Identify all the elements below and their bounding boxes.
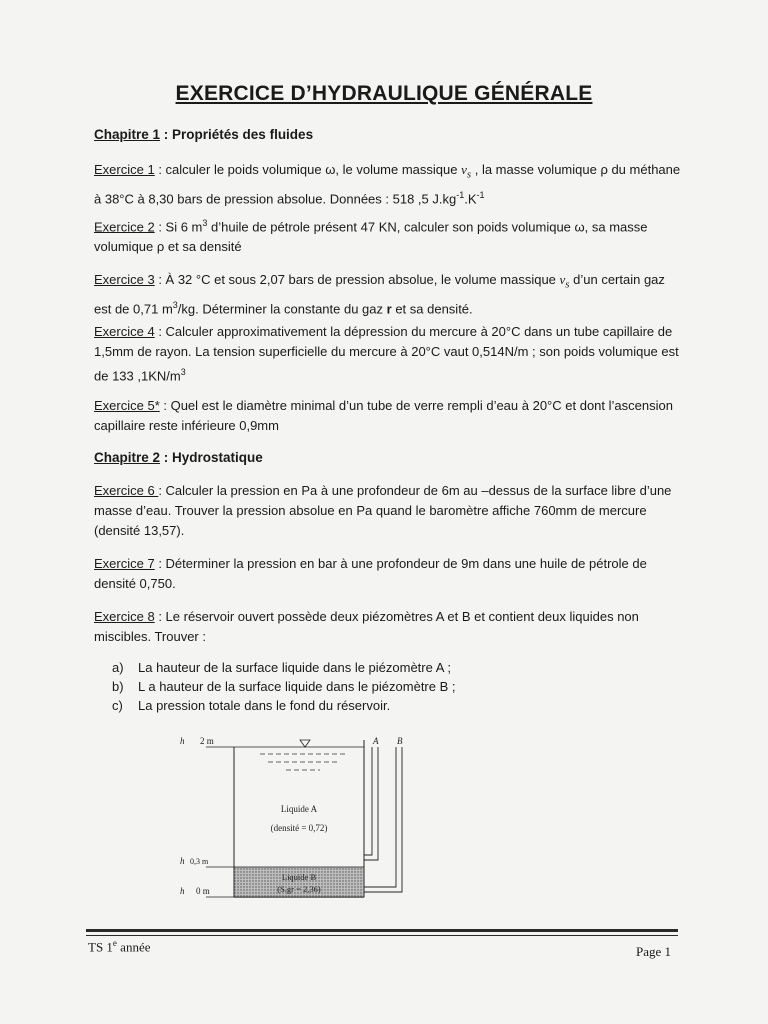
list-item-text: La pression totale dans le fond du réservoir.	[138, 698, 391, 713]
list-marker: b)	[112, 679, 124, 694]
exercise-5-text: : Quel est le diamètre minimal d’un tube de verre rempli d’eau à 20°C et dont l’ascension capillaire reste inférieure 0,9mm	[94, 398, 673, 433]
exercise-4-label: Exercice 4	[94, 324, 155, 339]
list-marker: c)	[112, 698, 123, 713]
exercise-2-label: Exercice 2	[94, 219, 155, 235]
h-label-top: h	[180, 736, 185, 746]
piezometer-b	[364, 747, 402, 892]
exercise-3-text: : À 32 °C et sous 2,07 bars de pression absolue, le volume massique	[154, 272, 560, 287]
exercise-3-text-4: et sa densité.	[391, 300, 473, 316]
chapter-1-label: Chapitre 1	[94, 127, 161, 142]
liquid-b-name: Liquide B	[281, 872, 317, 882]
exercise-1-label: Exercice 1	[94, 162, 155, 177]
exercise-4	[94, 322, 684, 386]
chapter-2-label: Chapitre 2	[94, 450, 161, 465]
exercise-5	[94, 396, 684, 436]
list-item	[112, 696, 456, 715]
page-number: Page 1	[636, 944, 672, 959]
exercise-6	[94, 481, 684, 541]
h-label-bot: h	[180, 886, 185, 896]
footer-class-sup: e	[112, 938, 117, 948]
exercise-6-text: : Calculer la pression en Pa à une profondeur de 6m au –dessus de la surface libre d’une masse d’eau. Trouver la pression absolue en Pa quand le baromètre affiche 760mm de mercure (densité 13,57).	[94, 483, 672, 538]
h-label-mid: h	[180, 856, 185, 866]
exercise-3	[94, 270, 684, 319]
chapter-2-text: : Hydrostatique	[160, 450, 263, 465]
exponent: 3	[180, 367, 186, 377]
question-list	[112, 658, 456, 715]
exercise-3-text-2: d’un certain gaz est de 0,71 m	[94, 272, 665, 316]
exercise-1-text-3: .K	[464, 190, 477, 206]
exercise-5-label: Exercice 5*	[94, 398, 160, 413]
footer-class	[88, 938, 150, 955]
exponent: 3	[172, 299, 178, 310]
exercise-7	[94, 554, 684, 594]
list-marker: a)	[112, 660, 124, 675]
list-item	[112, 677, 456, 696]
exercise-7-label: Exercice 7	[94, 556, 155, 571]
level-label-top: 2 m	[200, 736, 214, 746]
exercise-7-text: : Déterminer la pression en bar à une profondeur de 9m dans une huile de pétrole de densité 0,750.	[94, 556, 647, 591]
piezometer-a	[364, 747, 378, 860]
footer-rule	[86, 929, 678, 932]
list-item	[112, 658, 456, 677]
surface-triangle-icon	[300, 740, 310, 747]
chapter-1-heading	[94, 127, 313, 142]
exponent: -1	[476, 189, 485, 200]
liquid-a-name: Liquide A	[280, 804, 318, 814]
exercise-8-label: Exercice 8	[94, 609, 155, 624]
water-dashes	[260, 754, 348, 770]
exercise-6-label: Exercice 6	[94, 483, 159, 498]
chapter-1-text: : Propriétés des fluides	[160, 127, 314, 142]
symbol-v: v	[559, 272, 566, 287]
list-item-text: La hauteur de la surface liquide dans le piézomètre A ;	[138, 660, 451, 675]
footer-class-rest: année	[116, 939, 151, 955]
symbol-v: v	[461, 162, 467, 177]
exercise-8-text: : Le réservoir ouvert possède deux piézomètres A et B et contient deux liquides non miscibles. Trouver :	[94, 609, 639, 644]
exercise-1-text-2: , la masse volumique ρ du méthane à 38°C à 8,30 bars de pression absolue. Données : 518 ,5 J.kg	[94, 162, 681, 206]
footer-rule-thin	[86, 935, 678, 936]
exercise-4-text: : Calculer approximativement la dépression du mercure à 20°C dans un tube capillaire de 1,5mm de rayon. La tension superficielle du mercure à 20°C vaut 0,514N/m ; son poids volumique est de 133 ,1KN/m	[94, 324, 679, 384]
liquid-a-density: (densité = 0,72)	[270, 823, 328, 833]
piezometer-a-label: A	[373, 736, 379, 746]
exponent: 3	[202, 218, 208, 228]
exercise-8	[94, 607, 684, 647]
symbol-sub: s	[466, 168, 472, 181]
exponent: -1	[456, 189, 465, 200]
exercise-2-text: : Si 6 m	[154, 219, 203, 235]
level-label-bot: 0 m	[196, 886, 210, 896]
level-label-mid: 0,3 m	[190, 857, 209, 866]
liquid-b-density: (S.gr = 2,36)	[277, 884, 321, 894]
piezometer-b-label: B	[397, 736, 403, 746]
page-title: EXERCICE D’HYDRAULIQUE GÉNÉRALE	[175, 82, 593, 105]
symbol-sub: s	[565, 278, 570, 291]
exercise-2	[94, 213, 684, 257]
exercise-2-text-2: d’huile de pétrole présent 47 KN, calculer son poids volumique ω, sa masse volumique ρ et sa densité	[94, 219, 648, 255]
exercise-3-label: Exercice 3	[94, 272, 155, 287]
list-item-text: L a hauteur de la surface liquide dans le piézomètre B ;	[138, 679, 456, 694]
exercise-1	[94, 160, 684, 209]
symbol-r: r	[386, 300, 392, 316]
exercise-1-text: : calculer le poids volumique ω, le volume massique	[154, 162, 462, 177]
chapter-2-heading	[94, 450, 263, 465]
reservoir-diagram	[168, 730, 428, 910]
exercise-3-text-3: /kg. Déterminer la constante du gaz	[177, 300, 387, 316]
footer-class-text: TS 1	[88, 939, 113, 955]
